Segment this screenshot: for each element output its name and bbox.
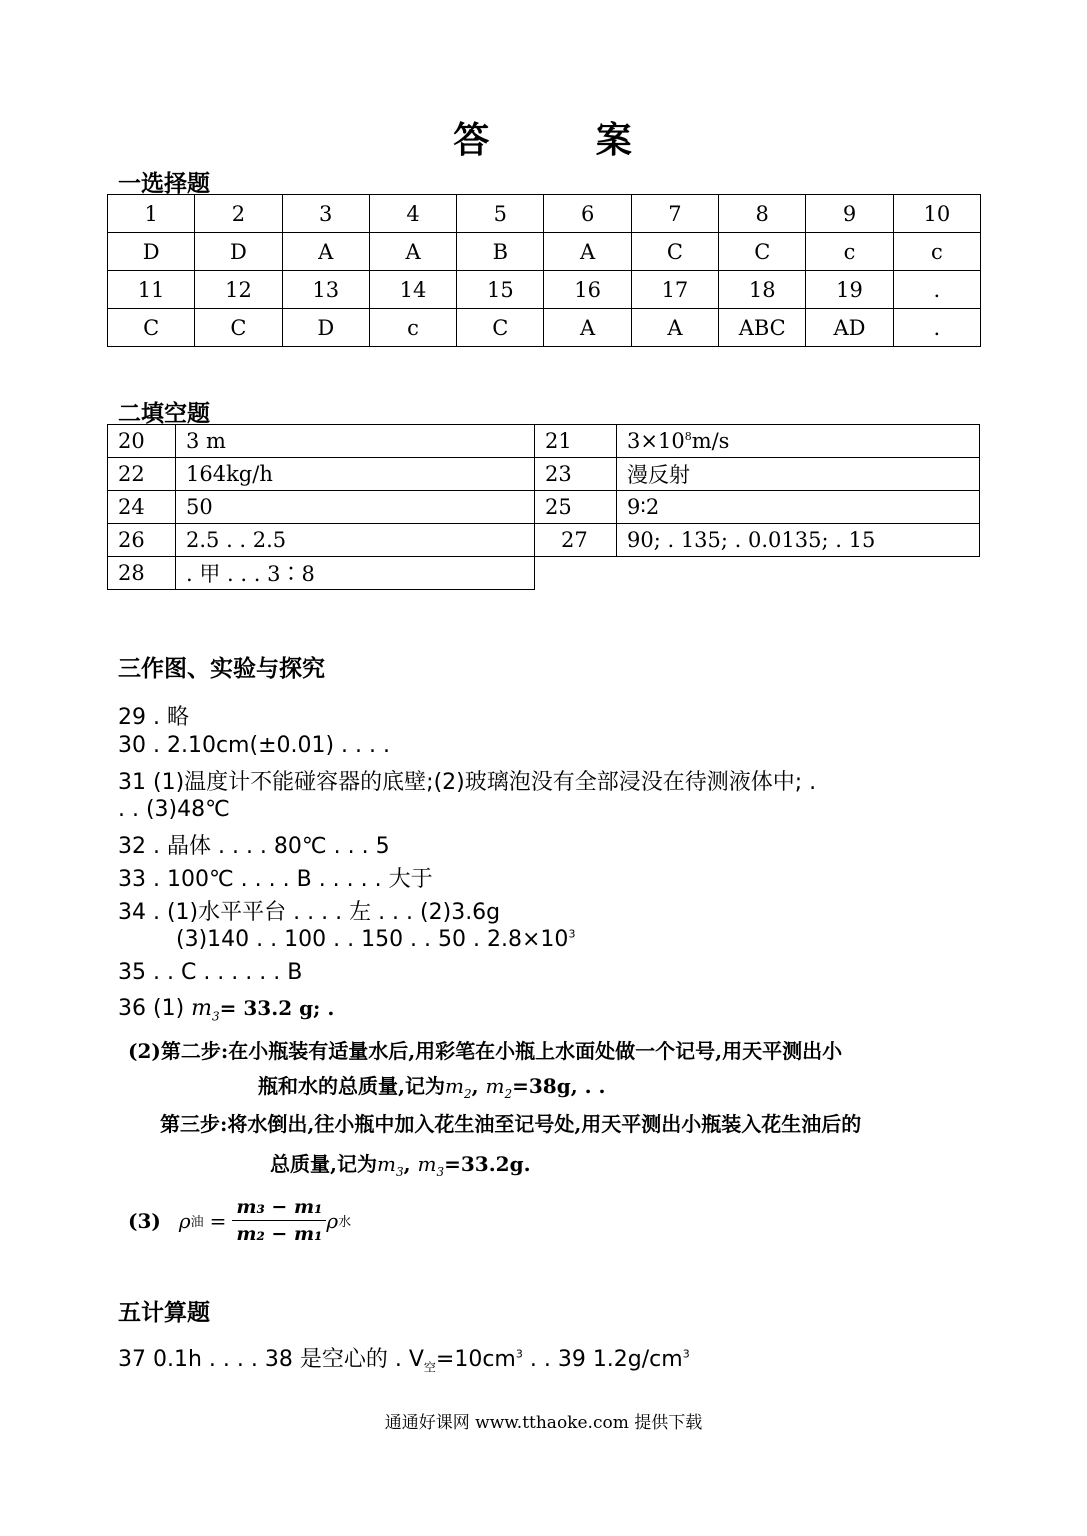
answer-37-39 (118, 1342, 690, 1375)
answer-letter-cell: C (631, 233, 718, 271)
question-number-cell: 12 (195, 271, 282, 309)
question-number-cell: 16 (544, 271, 631, 309)
q-number: 22 (108, 458, 176, 491)
empty-cell (617, 557, 980, 590)
answer-letter-cell: c (369, 309, 456, 347)
question-number-cell: 1 (108, 195, 195, 233)
rho-subscript-oil: 油 (190, 1215, 204, 1230)
exponent: 3 (568, 927, 576, 941)
fraction-denominator: m₂ − m₁ (236, 1223, 323, 1245)
subscript-kong: 空 (423, 1360, 436, 1375)
empty-cell (535, 557, 617, 590)
page-footer: 通通好课网 www.tthaoke.com 提供下载 (384, 1413, 703, 1433)
question-number-cell: 17 (631, 271, 718, 309)
q-number: 27 (535, 524, 617, 557)
answer-text: = 33.2 g; . (219, 996, 335, 1020)
table-row (108, 271, 981, 309)
answer-letter-cell: B (457, 233, 544, 271)
answer-letter-cell: D (108, 233, 195, 271)
question-number-cell: 8 (719, 195, 806, 233)
table-row (108, 458, 980, 491)
question-number-cell: 5 (457, 195, 544, 233)
answer-text: 瓶和水的总质量,记为 (258, 1074, 445, 1098)
formula-fraction (232, 1196, 326, 1245)
page-title (0, 112, 1087, 163)
answer-letter-cell: A (631, 309, 718, 347)
answer-31-line1: 31 (1)温度计不能碰容器的底壁;(2)玻璃泡没有全部浸没在待测液体中; . (118, 770, 817, 795)
rho-symbol: ρ (178, 1208, 191, 1233)
question-number-cell: 19 (806, 271, 893, 309)
table-row (108, 425, 980, 458)
answer-text: , (403, 1152, 418, 1176)
answer-36-1 (118, 996, 334, 1023)
exponent: 3 (682, 1347, 690, 1361)
table-row (108, 557, 980, 590)
q-number: 23 (535, 458, 617, 491)
math-subscript: 2 (504, 1087, 513, 1101)
choice-answer-table (107, 194, 981, 347)
answer-letter-cell: ABC (719, 309, 806, 347)
question-number-cell: 7 (631, 195, 718, 233)
table-row (108, 524, 980, 557)
title-right: 案 (595, 120, 634, 161)
answer-letter-cell: A (282, 233, 369, 271)
answer-letter-cell: C (457, 309, 544, 347)
answer-text: 37 0.1h . . . . 38 是空心的 . V (118, 1347, 424, 1372)
question-number-cell: 6 (544, 195, 631, 233)
answer-letter-cell: D (195, 233, 282, 271)
answer-35: 35 . . C . . . . . . B (118, 960, 303, 985)
answer-text: 3×10 (627, 429, 685, 453)
table-row (108, 233, 981, 271)
question-number-cell: 18 (719, 271, 806, 309)
question-number-cell: 2 (195, 195, 282, 233)
answer-text: =33.2g. (444, 1152, 531, 1176)
fill-answer-table (107, 424, 980, 590)
section-fill-heading: 二填空题 (118, 401, 210, 427)
answer-36-formula: (3) ρ 油 = $\frac{\text{m₃ − m₁}}{\text{m₂ − m₁}}$ ρ 水 (128, 1196, 352, 1245)
section-experiment-heading: 三作图、实验与探究 (118, 656, 325, 682)
exponent: 8 (684, 430, 692, 443)
answer-letter-cell: A (544, 309, 631, 347)
math-variable: m (485, 1074, 505, 1098)
table-row (108, 195, 981, 233)
section-choice-heading: 一选择题 (118, 171, 210, 197)
answer-34-line1: 34 . (1)水平平台 . . . . 左 . . . (2)3.6g (118, 900, 501, 925)
q-number: 21 (535, 425, 617, 458)
answer-text: (3)140 . . 100 . . 150 . . 50 . 2.8×10 (176, 927, 569, 952)
answer-30: 30 . 2.10cm(±0.01) . . . . (118, 733, 391, 758)
q-number: 25 (535, 491, 617, 524)
answer-36-2-line2 (258, 1070, 606, 1101)
rho-subscript-water: 水 (338, 1215, 352, 1230)
answer-cell: . 甲 . . . 3∶8 (176, 557, 535, 590)
answer-text: , (471, 1074, 486, 1098)
q-number: 20 (108, 425, 176, 458)
math-subscript: 3 (395, 1165, 404, 1179)
answer-32: 32 . 晶体 . . . . 80℃ . . . 5 (118, 834, 390, 859)
answer-letter-cell: D (282, 309, 369, 347)
unit-text: m/s (691, 429, 730, 453)
math-subscript: 3 (436, 1165, 445, 1179)
math-variable: m (376, 1152, 396, 1176)
question-number-cell: 9 (806, 195, 893, 233)
q-number: 24 (108, 491, 176, 524)
q-number: 26 (108, 524, 176, 557)
question-number-cell: 14 (369, 271, 456, 309)
table-row (108, 309, 981, 347)
answer-36-2-line1: (2)第二步:在小瓶装有适量水后,用彩笔在小瓶上水面处做一个记号,用天平测出小 (128, 1039, 843, 1063)
title-left: 答 (453, 120, 492, 161)
math-variable: m (417, 1152, 437, 1176)
answer-letter-cell: AD (806, 309, 893, 347)
answer-text: 总质量,记为 (270, 1152, 377, 1176)
table-row (108, 491, 980, 524)
math-variable: m (191, 996, 213, 1021)
answer-36-3-line1: 第三步:将水倒出,往小瓶中加入花生油至记号处,用天平测出小瓶装入花生油后的 (160, 1112, 862, 1136)
math-subscript: 3 (212, 1009, 220, 1024)
answer-cell (617, 425, 980, 458)
question-number-cell: 15 (457, 271, 544, 309)
section-calc-heading: 五计算题 (118, 1300, 210, 1326)
question-number-cell: . (893, 271, 980, 309)
question-number-cell: 4 (369, 195, 456, 233)
answer-34-line2 (176, 927, 575, 952)
answer-cell: 164kg/h (176, 458, 535, 491)
question-number-cell: 10 (893, 195, 980, 233)
rho-symbol: ρ (326, 1208, 339, 1233)
answer-letter-cell: C (108, 309, 195, 347)
question-number-cell: 3 (282, 195, 369, 233)
question-number-cell: 11 (108, 271, 195, 309)
answer-cell: 漫反射 (617, 458, 980, 491)
exponent: 3 (515, 1347, 523, 1361)
fraction-numerator: m₃ − m₁ (232, 1196, 326, 1221)
answer-letter-cell: A (369, 233, 456, 271)
answer-letter-cell: c (806, 233, 893, 271)
answer-letter-cell: C (719, 233, 806, 271)
answer-cell: 50 (176, 491, 535, 524)
answer-31-line2: . . (3)48℃ (118, 797, 230, 822)
answer-36-3-line2 (270, 1148, 531, 1179)
q-number: 28 (108, 557, 176, 590)
answer-33: 33 . 100℃ . . . . B . . . . . 大于 (118, 867, 433, 892)
answer-text: =10cm (435, 1347, 516, 1372)
answer-letter-cell: C (195, 309, 282, 347)
answer-cell: 9∶2 (617, 491, 980, 524)
math-variable: m (444, 1074, 464, 1098)
answer-text: . . 39 1.2g/cm (522, 1347, 683, 1372)
answer-cell: 2.5 . . 2.5 (176, 524, 535, 557)
math-subscript: 2 (463, 1087, 472, 1101)
answer-cell: 90; . 135; . 0.0135; . 15 (617, 524, 980, 557)
answer-text: =38g, . . (512, 1074, 606, 1098)
answer-text: 36 (1) (118, 996, 185, 1021)
answer-letter-cell: . (893, 309, 980, 347)
formula-label: (3) (128, 1208, 161, 1233)
answer-letter-cell: c (893, 233, 980, 271)
question-number-cell: 13 (282, 271, 369, 309)
answer-29: 29 . 略 (118, 705, 189, 730)
answer-letter-cell: A (544, 233, 631, 271)
answer-cell: 3 m (176, 425, 535, 458)
